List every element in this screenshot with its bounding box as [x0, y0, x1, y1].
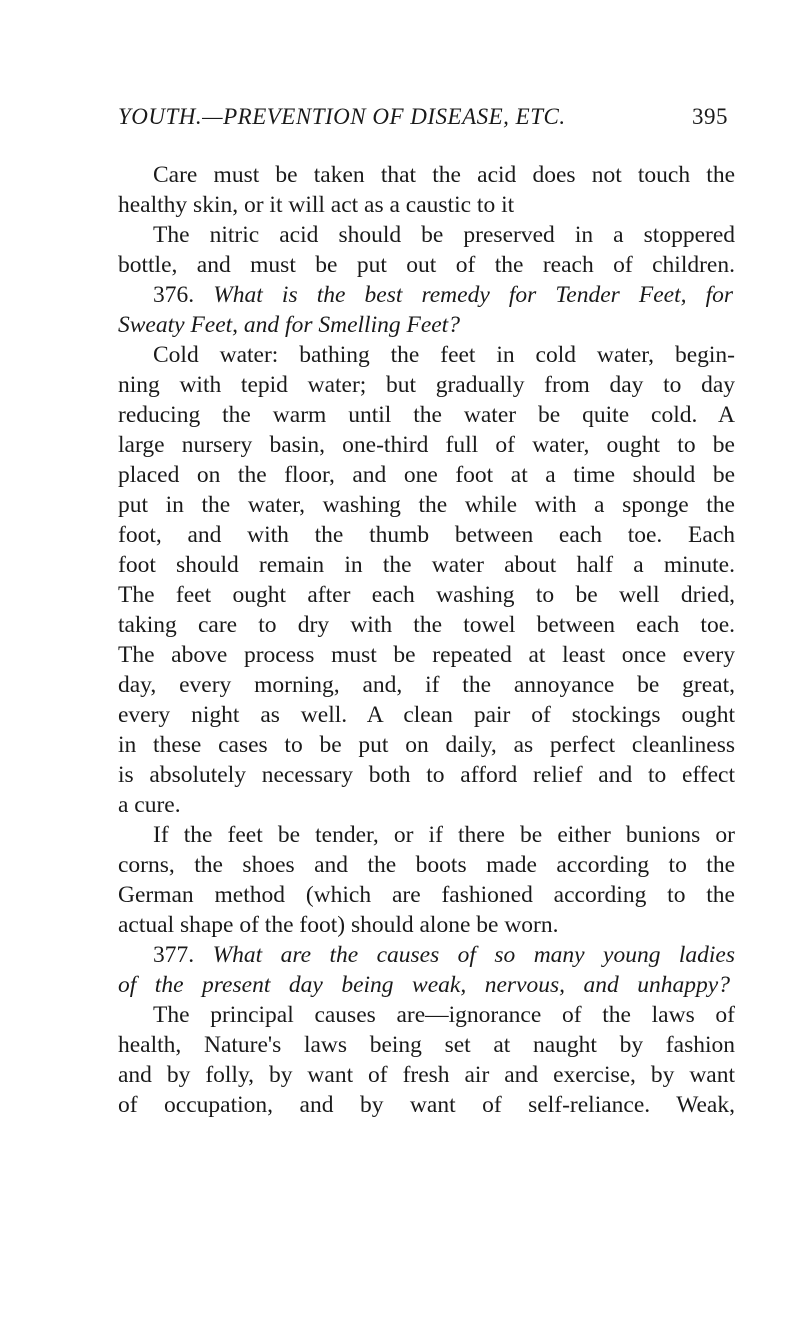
text-line: day, every morning, and, if the annoyance be great,: [118, 672, 735, 698]
text-line: and by folly, by want of fresh air and exercise, by want: [118, 1062, 735, 1088]
question-line: [153, 280, 733, 310]
text-line: healthy skin, or it will act as a caustic to it: [118, 192, 515, 218]
running-header: [118, 104, 728, 144]
text-line: Care must be taken that the acid does not touch the: [153, 162, 735, 188]
question-text: What is the best remedy for Tender Feet, for: [213, 282, 734, 308]
text-line: reducing the warm until the water be quite cold. A: [118, 402, 735, 428]
text-line: If the feet be tender, or if there be either bunions or: [153, 822, 735, 848]
page-number: 395: [692, 104, 728, 129]
text-line: large nursery basin, one-third full of water, ought to be: [118, 432, 735, 458]
text-line: of occupation, and by want of self-reliance. Weak,: [118, 1092, 735, 1118]
text-line: is absolutely necessary both to afford relief and to effect: [118, 762, 735, 788]
text-line: The above process must be repeated at least once every: [118, 642, 735, 668]
question-text: What are the causes of so many young ladies: [212, 942, 736, 968]
question-line: of the present day being weak, nervous, and unhappy?: [118, 972, 730, 998]
question-number: 377.: [153, 942, 195, 968]
text-line: Cold water: bathing the feet in cold water, begin-: [153, 342, 735, 368]
question-line: Sweaty Feet, and for Smelling Feet?: [118, 312, 460, 338]
text-line: actual shape of the foot) should alone be worn.: [118, 912, 559, 938]
text-line: The feet ought after each washing to be well dried,: [118, 582, 735, 608]
text-line: a cure.: [118, 792, 181, 818]
text-line: German method (which are fashioned according to the: [118, 882, 735, 908]
running-title: YOUTH.—PREVENTION OF DISEASE, ETC.: [118, 104, 566, 129]
text-line: The principal causes are—ignorance of the laws of: [153, 1002, 735, 1028]
text-line: The nitric acid should be preserved in a stoppered: [153, 222, 735, 248]
text-line: put in the water, washing the while with a sponge the: [118, 492, 735, 518]
question-line: [153, 940, 735, 970]
text-line: every night as well. A clean pair of stockings ought: [118, 702, 735, 728]
text-line: placed on the floor, and one foot at a time should be: [118, 462, 735, 488]
question-number: 376.: [153, 282, 195, 308]
text-line: bottle, and must be put out of the reach of children.: [118, 252, 735, 278]
text-line: in these cases to be put on daily, as perfect cleanliness: [118, 732, 735, 758]
text-line: taking care to dry with the towel between each toe.: [118, 612, 735, 638]
text-line: foot, and with the thumb between each toe. Each: [118, 522, 735, 548]
text-line: ning with tepid water; but gradually from day to day: [118, 372, 735, 398]
text-line: foot should remain in the water about half a minute.: [118, 552, 735, 578]
text-line: corns, the shoes and the boots made according to the: [118, 852, 735, 878]
text-line: health, Nature's laws being set at naught by fashion: [118, 1032, 735, 1058]
